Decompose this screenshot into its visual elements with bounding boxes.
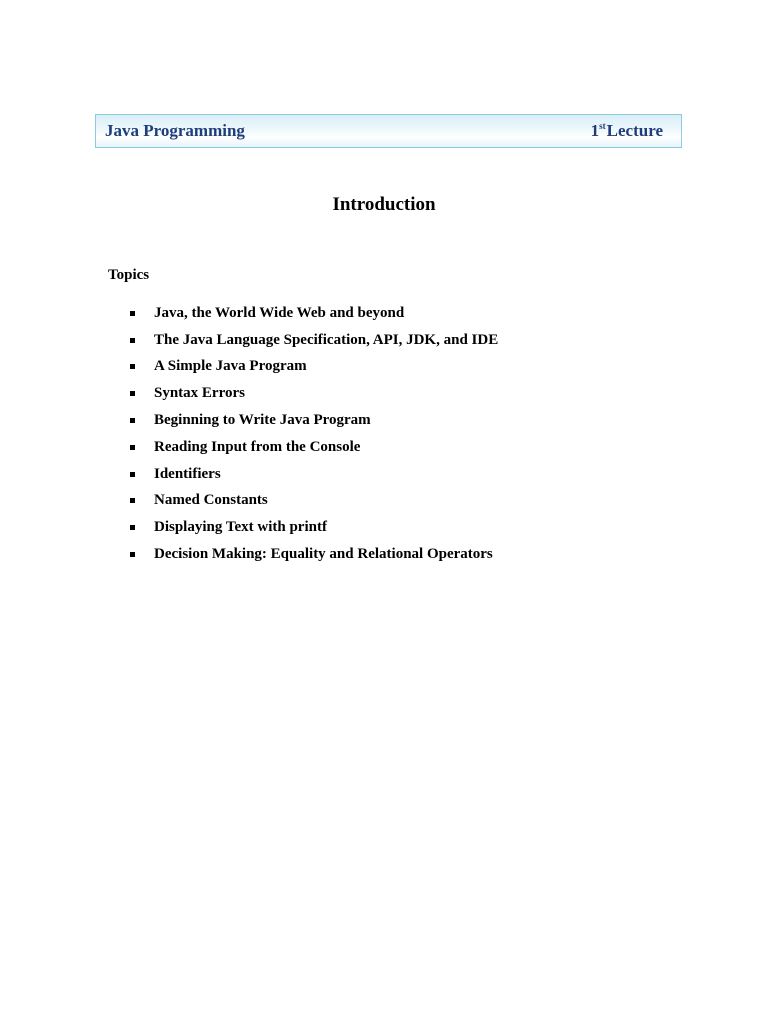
topic-text: Syntax Errors [154, 385, 245, 402]
topic-text: A Simple Java Program [154, 358, 307, 375]
topic-text: Named Constants [154, 492, 268, 509]
square-bullet-icon [130, 311, 135, 316]
topic-text: Beginning to Write Java Program [154, 412, 371, 429]
topic-list [128, 300, 498, 568]
square-bullet-icon [130, 552, 135, 557]
topic-item [128, 380, 498, 407]
square-bullet-icon [130, 445, 135, 450]
topic-text: Identifiers [154, 465, 221, 482]
square-bullet-icon [130, 498, 135, 503]
topic-item [128, 327, 498, 354]
topic-item [128, 300, 498, 327]
topic-text: The Java Language Specification, API, JDK, and IDE [154, 331, 499, 348]
topic-text: Java, the World Wide Web and beyond [154, 304, 405, 321]
topic-item [128, 354, 498, 381]
square-bullet-icon [130, 391, 135, 396]
topic-item [128, 541, 498, 568]
square-bullet-icon [130, 525, 135, 530]
lecture-ordinal-suffix: st [599, 121, 606, 132]
topic-text: Decision Making: Equality and Relational Operators [154, 546, 493, 563]
topics-heading: Topics [108, 267, 150, 283]
course-title: Java Programming [105, 121, 245, 140]
page-title: Introduction [332, 194, 436, 215]
topic-item [128, 488, 498, 515]
square-bullet-icon [130, 364, 135, 369]
lecture-word: Lecture [606, 121, 663, 140]
lecture-label [591, 121, 663, 141]
topic-item [128, 407, 498, 434]
topic-text: Displaying Text with printf [154, 519, 327, 536]
topic-item [128, 514, 498, 541]
topic-text: Reading Input from the Console [154, 438, 361, 455]
square-bullet-icon [130, 472, 135, 477]
topic-item [128, 461, 498, 488]
lecture-number: 1 [590, 121, 600, 140]
square-bullet-icon [130, 418, 135, 423]
topic-item [128, 434, 498, 461]
document-header-bar [95, 114, 682, 148]
square-bullet-icon [130, 338, 135, 343]
